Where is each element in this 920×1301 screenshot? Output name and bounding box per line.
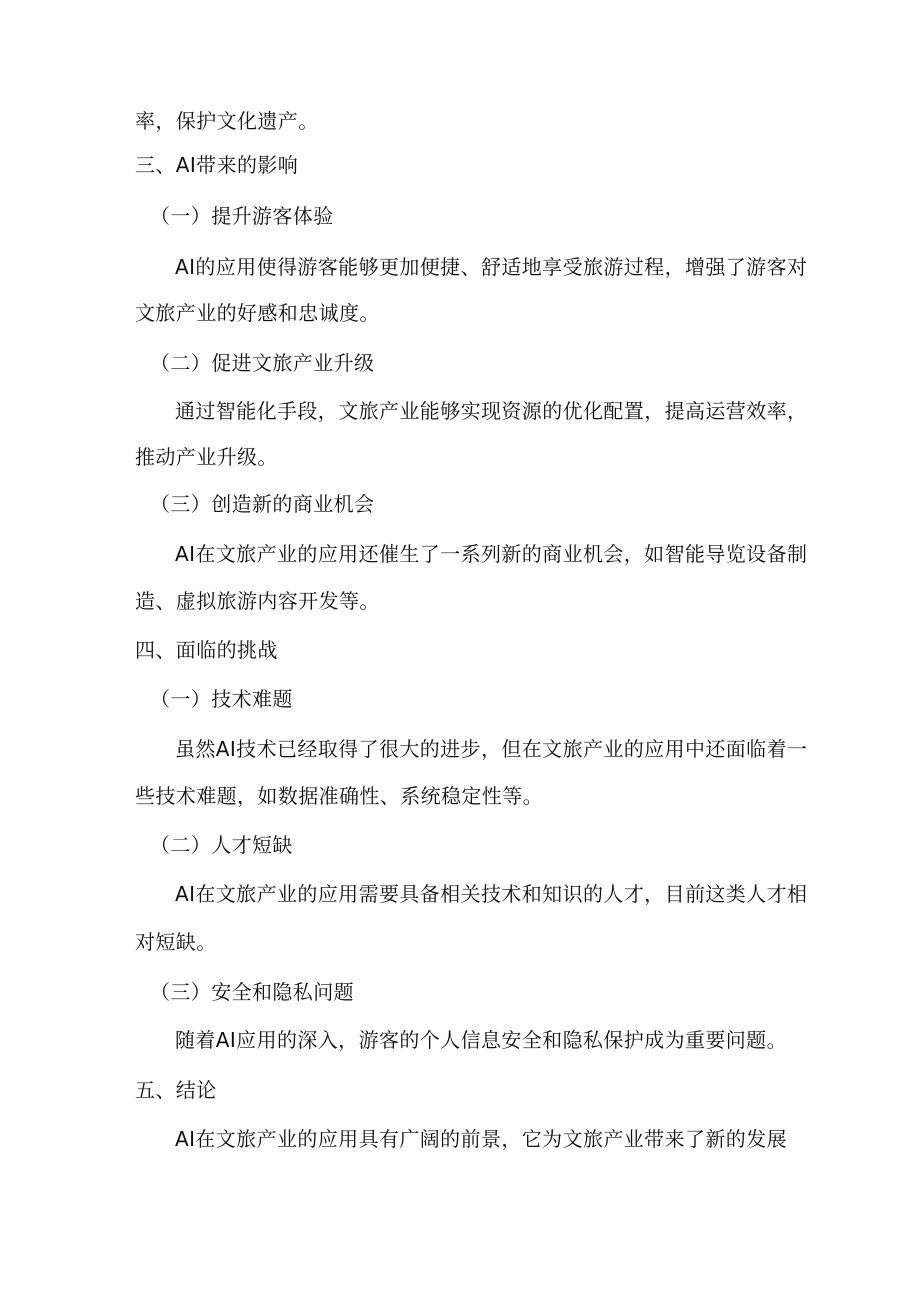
- subsection-heading: （二）人才短缺: [150, 833, 293, 857]
- paragraph-line: AI在文旅产业的应用需要具备相关技术和知识的人才，目前这类人才相: [175, 882, 808, 906]
- paragraph-line: 些技术难题，如数据准确性、系统稳定性等。: [135, 784, 543, 808]
- paragraph-line: 随着AI应用的深入，游客的个人信息安全和隐私保护成为重要问题。: [175, 1028, 787, 1052]
- paragraph-line: AI的应用使得游客能够更加便捷、舒适地享受旅游过程，增强了游客对: [175, 255, 808, 279]
- paragraph-line: 造、虚拟旅游内容开发等。: [135, 589, 380, 613]
- subsection-heading: （三）创造新的商业机会: [150, 492, 375, 516]
- subsection-heading: （一）提升游客体验: [150, 204, 334, 228]
- section-heading: 四、面临的挑战: [135, 638, 278, 662]
- paragraph-line: AI在文旅产业的应用还催生了一系列新的商业机会，如智能导览设备制: [175, 542, 808, 566]
- paragraph-line: 文旅产业的好感和忠诚度。: [135, 301, 380, 325]
- paragraph-line: 推动产业升级。: [135, 445, 278, 469]
- paragraph-line: 对短缺。: [135, 930, 217, 954]
- paragraph-line: 率，保护文化遗产。: [135, 109, 319, 133]
- section-heading: 三、AI带来的影响: [135, 153, 299, 177]
- subsection-heading: （二）促进文旅产业升级: [150, 351, 375, 375]
- section-heading: 五、结论: [135, 1078, 217, 1102]
- paragraph-line: 虽然AI技术已经取得了很大的进步，但在文旅产业的应用中还面临着一: [175, 737, 808, 761]
- subsection-heading: （一）技术难题: [150, 687, 293, 711]
- paragraph-line: AI在文旅产业的应用具有广阔的前景，它为文旅产业带来了新的发展: [175, 1127, 787, 1151]
- subsection-heading: （三）安全和隐私问题: [150, 980, 354, 1004]
- paragraph-line: 通过智能化手段，文旅产业能够实现资源的优化配置，提高运营效率，: [175, 399, 808, 423]
